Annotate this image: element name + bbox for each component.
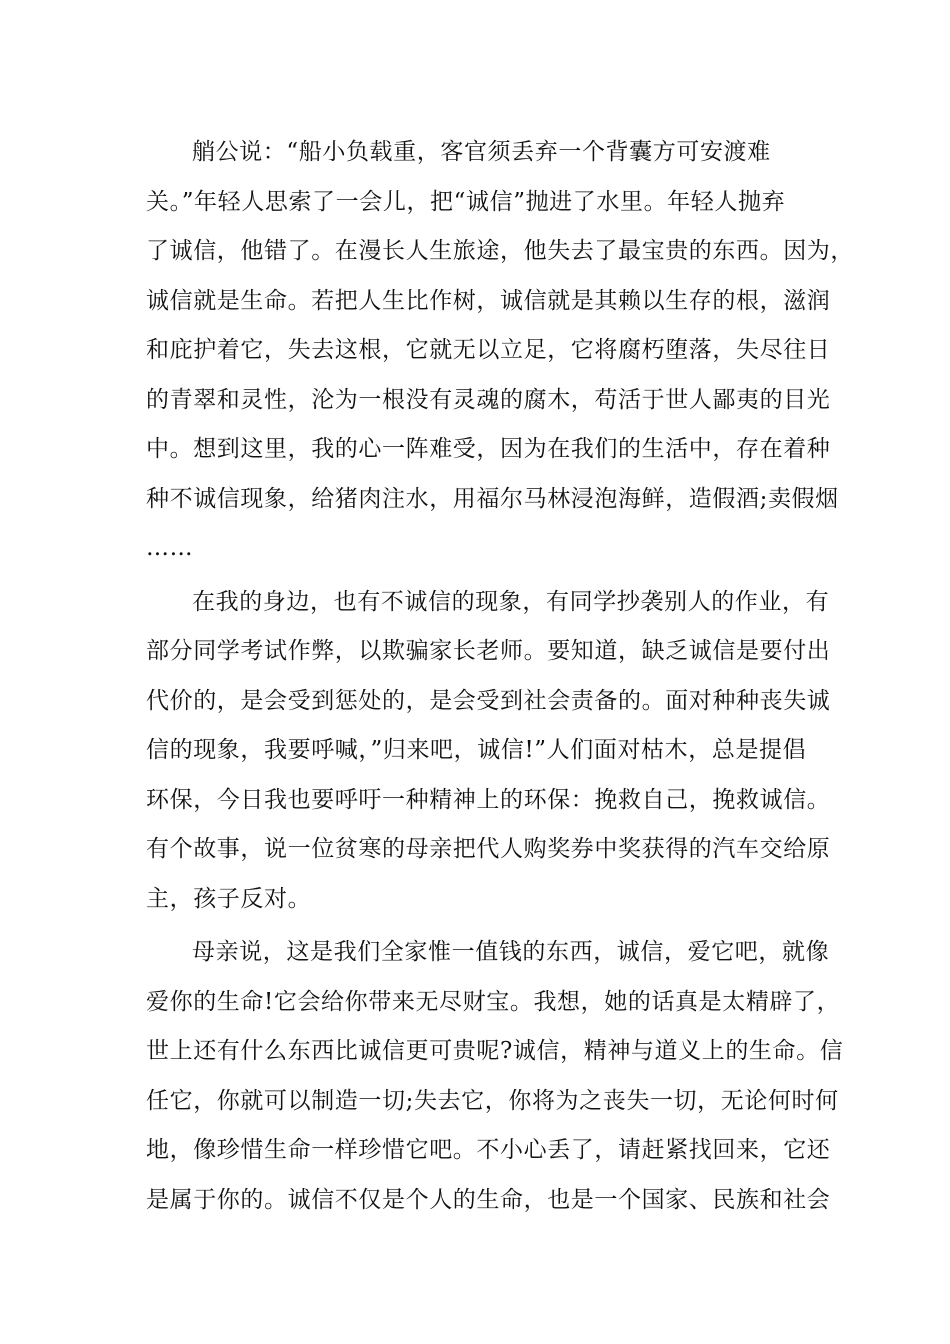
- text-line: 爱你的生命!它会给你带来无尽财宝。我想，她的话真是太精辟了，: [146, 988, 841, 1015]
- text-line: 世上还有什么东西比诚信更可贵呢?诚信，精神与道义上的生命。信: [146, 1038, 844, 1064]
- text-line: 艄公说：“船小负载重，客官须丢弃一个背囊方可安渡难: [192, 139, 771, 165]
- text-line: 地，像珍惜生命一样珍惜它吧。不小心丢了，请赶紧找回来，它还: [146, 1137, 831, 1163]
- text-line: 部分同学考试作弊，以欺骗家长老师。要知道，缺乏诚信是要付出: [146, 638, 831, 664]
- text-line: 是属于你的。诚信不仅是个人的生命，也是一个国家、民族和社会: [146, 1186, 831, 1213]
- text-line: 母亲说，这是我们全家惟一值钱的东西，诚信，爱它吧，就像: [192, 939, 830, 965]
- text-line: 有个故事，说一位贫寒的母亲把代人购奖券中奖获得的汽车交给原: [146, 836, 831, 862]
- text-line: 信的现象，我要呼喊，”归来吧，诚信!”人们面对枯木，总是提倡: [146, 737, 807, 763]
- text-line: ……: [146, 535, 194, 561]
- text-line: 环保，今日我也要呼吁一种精神上的环保：挽救自己，挽救诚信。: [146, 786, 831, 813]
- paragraph-2: [146, 578, 831, 925]
- paragraph-3: [146, 928, 844, 1225]
- text-line: 了诚信，他错了。在漫长人生旅途，他失去了最宝贵的东西。因为，: [146, 238, 854, 264]
- text-line: 中。想到这里，我的心一阵难受，因为在我们的生活中，存在着种: [146, 436, 831, 462]
- text-line: 种不诚信现象，给猪肉注水，用福尔马林浸泡海鲜，造假酒;卖假烟: [146, 485, 839, 512]
- text-line: 在我的身边，也有不诚信的现象，有同学抄袭别人的作业，有: [192, 588, 830, 615]
- text-line: 诚信就是生命。若把人生比作树，诚信就是其赖以生存的根，滋润: [146, 287, 831, 314]
- text-line: 和庇护着它，失去这根，它就无以立足，它将腐朽堕落，失尽往日: [146, 337, 831, 363]
- text-line: 的青翠和灵性，沦为一根没有灵魂的腐木，苟活于世人鄙夷的目光: [146, 386, 831, 413]
- paragraph-1: [146, 128, 854, 574]
- document-body: [146, 128, 854, 1225]
- text-line: 关。”年轻人思索了一会儿，把“诚信”抛进了水里。年轻人抛弃: [146, 188, 786, 215]
- text-line: 任它，你就可以制造一切;失去它，你将为之丧失一切，无论何时何: [146, 1087, 839, 1114]
- text-line: 主，孩子反对。: [146, 885, 312, 912]
- text-line: 代价的，是会受到惩处的，是会受到社会责备的。面对种种丧失诚: [146, 687, 831, 714]
